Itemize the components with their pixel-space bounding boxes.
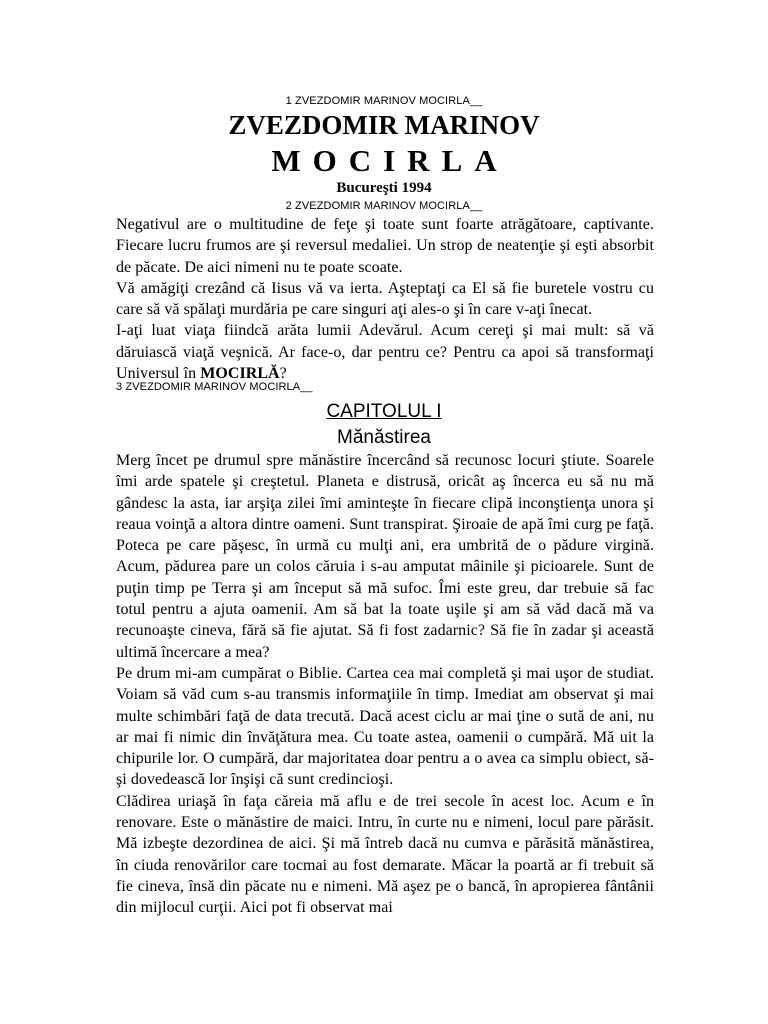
intro-paragraph-2: Vă amăgiţi crezând că Iisus vă va ierta. Aşteptaţi ca El să fie buretele vostru cu care să vă spălaţi murdăria pe care singuri aţi ales-o şi în care v-aţi înecat. (116, 279, 654, 319)
intro-paragraph-3 (116, 320, 654, 384)
chapter-paragraph-1: Merg încet pe drumul spre mănăstire încercând să recunosc locuri ştiute. Soarele îmi arde spatele şi creştetul. Planeta e distrusă, oricât aş încerca eu să nu mă gândesc la asta, iar arşiţa zilei îmi aminteşte în fiecare clipă inconştienţa unora şi reaua voinţă a altora dintre oameni. Sunt transpirat. Şiroaie de apă îmi curg pe faţă. Poteca pe care păşesc, în urmă cu mulţi ani, era umbrită de o pădure virgină. Acum, pădurea pare un colos căruia i s-au amputat mâinile şi picioarele. Sunt de puţin timp pe Terra şi am început să mă sufoc. Îmi este greu, dar trebuie să fac totul pentru a ajuta oamenii. Am să bat la toate uşile şi am să văd dacă mă va recunoaşte cineva, fără să fie ajutat. Să fi fost zadarnic? Să fie în zadar şi această ultimă încercare a mea? (116, 452, 654, 661)
intro-text (116, 214, 654, 384)
page-header-2: 2 ZVEZDOMIR MARINOV MOCIRLA__ (285, 200, 483, 212)
intro-paragraph-3-end: ? (279, 365, 287, 383)
intro-paragraph-3-start: I-aţi luat viaţa fiindcă arăta lumii Adevărul. Acum cereţi şi mai mult: să vă dăruiască viaţă veşnică. Ar face-o, dar pentru ce? Pentru ca apoi să transformaţi Universul în (116, 322, 654, 383)
chapter-text (116, 450, 654, 919)
intro-paragraph-1: Negativul are o multitudine de feţe şi toate sunt foarte atrăgătoare, captivante. Fiecare lucru frumos are şi reversul medaliei. Un strop de neatenţie şi eşti absorbit de păcate. De aici nimeni nu te poate scoate. (116, 216, 654, 276)
place-year: Bucureşti 1994 (336, 180, 432, 196)
page-header-1: 1 ZVEZDOMIR MARINOV MOCIRLA__ (285, 95, 483, 107)
chapter-paragraph-2: Pe drum mi-am cumpărat o Biblie. Cartea cea mai completă şi mai uşor de studiat. Voiam să văd cum s-au transmis informaţiile în timp. Imediat am observat şi mai multe schimbări faţă de data trecută. Dacă acest ciclu ar mai ţine o sută de ani, nu ar mai fi nimic din învăţătura mea. Cu toate astea, oamenii o cumpără. Mă uit la chipurile lor. O cumpără, dar majoritatea doar pentru a o avea ca simplu obiect, să-şi dovedească lor înşişi că sunt credincioşi. (116, 664, 654, 789)
chapter-paragraph-3: Clădirea uriaşă în faţa căreia mă aflu e de trei secole în acest loc. Acum e în renovare. Este o mănăstire de maici. Intru, în curte nu e nimeni, locul pare părăsit. Mă izbeşte dezordinea de aici. Şi mă întreb dacă nu cumva e părăsită mănăstirea, în ciuda renovărilor care tocmai au fost demarate. Măcar la poartă ar fi trebuit să fie cineva, însă din păcate nu e nimeni. Mă aşez pe o bancă, în apropierea fântânii din mijlocul curţii. Aici pot fi observat mai (116, 792, 654, 917)
page-header-3: 3 ZVEZDOMIR MARINOV MOCIRLA__ (116, 381, 313, 393)
book-title: MOCIRLA (271, 143, 509, 178)
author-title: ZVEZDOMIR MARINOV (228, 110, 540, 140)
chapter-heading: CAPITOLUL I (326, 401, 442, 422)
intro-bold-word: MOCIRLĂ (200, 365, 280, 383)
chapter-subtitle: Mănăstirea (337, 427, 431, 448)
